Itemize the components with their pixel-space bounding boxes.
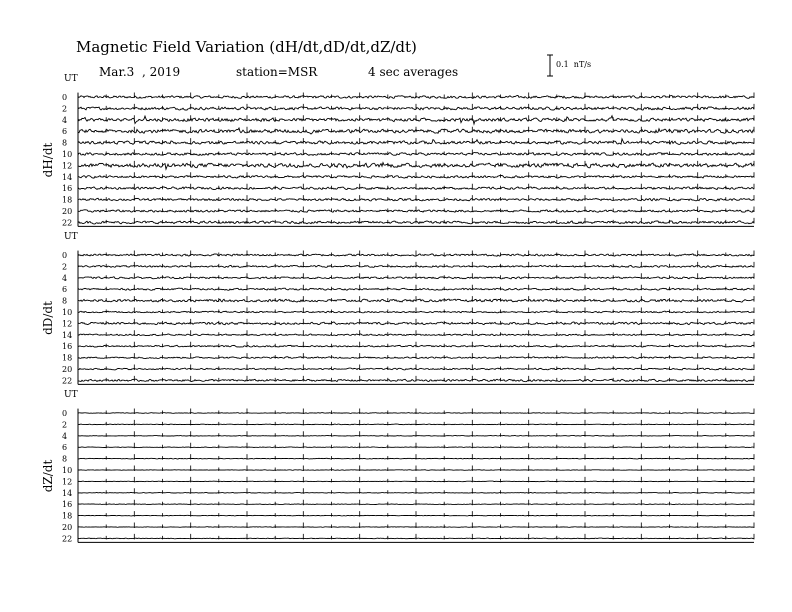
- row-label: 16: [62, 500, 73, 510]
- row-label: 20: [62, 207, 73, 216]
- row-label: 16: [62, 184, 73, 194]
- row-label: 6: [62, 127, 68, 137]
- row-label: 4: [62, 273, 68, 283]
- ut-axis-label: UT: [64, 74, 78, 84]
- panel-dH-dt: [41, 74, 754, 227]
- row-label: 8: [62, 454, 68, 464]
- row-label: 0: [62, 93, 68, 102]
- row-label: 12: [62, 319, 73, 329]
- station-label: station=MSR: [236, 65, 318, 79]
- row-label: 10: [62, 150, 73, 159]
- averaging-label: 4 sec averages: [368, 65, 459, 79]
- row-label: 22: [62, 218, 73, 228]
- row-label: 22: [62, 376, 73, 386]
- ut-axis-label: UT: [64, 390, 78, 400]
- row-label: 18: [62, 195, 73, 205]
- row-label: 0: [62, 251, 68, 260]
- panel-dD-dt: [41, 232, 754, 385]
- row-label: 20: [62, 365, 73, 374]
- row-label: 2: [62, 420, 68, 430]
- row-label: 4: [62, 115, 68, 125]
- row-label: 16: [62, 342, 73, 352]
- row-label: 12: [62, 161, 73, 171]
- date-label: Mar.3 , 2019: [99, 65, 181, 79]
- row-label: 0: [62, 409, 68, 418]
- row-label: 14: [62, 330, 73, 340]
- chart-title: Magnetic Field Variation (dH/dt,dD/dt,dZ/dt): [76, 38, 417, 56]
- row-label: 6: [62, 443, 68, 453]
- ut-axis-label: UT: [64, 232, 78, 242]
- row-label: 8: [62, 138, 68, 148]
- component-label: dH/dt: [41, 142, 55, 178]
- scale-bar: [547, 55, 553, 76]
- row-label: 4: [62, 431, 68, 441]
- row-label: 10: [62, 308, 73, 317]
- component-label: dZ/dt: [41, 459, 55, 493]
- row-label: 18: [62, 353, 73, 363]
- row-label: 2: [62, 262, 68, 272]
- row-label: 6: [62, 285, 68, 295]
- row-label: 20: [62, 523, 73, 532]
- row-label: 10: [62, 466, 73, 475]
- row-label: 8: [62, 296, 68, 306]
- row-label: 2: [62, 104, 68, 114]
- row-label: 22: [62, 534, 73, 544]
- row-label: 14: [62, 488, 73, 498]
- row-label: 14: [62, 172, 73, 182]
- panel-dZ-dt: [41, 390, 754, 543]
- scale-bar-label: 0.1 nT/s: [556, 60, 592, 69]
- component-label: dD/dt: [41, 301, 55, 335]
- panels-layer: [41, 74, 754, 543]
- row-label: 18: [62, 511, 73, 521]
- row-label: 12: [62, 477, 73, 487]
